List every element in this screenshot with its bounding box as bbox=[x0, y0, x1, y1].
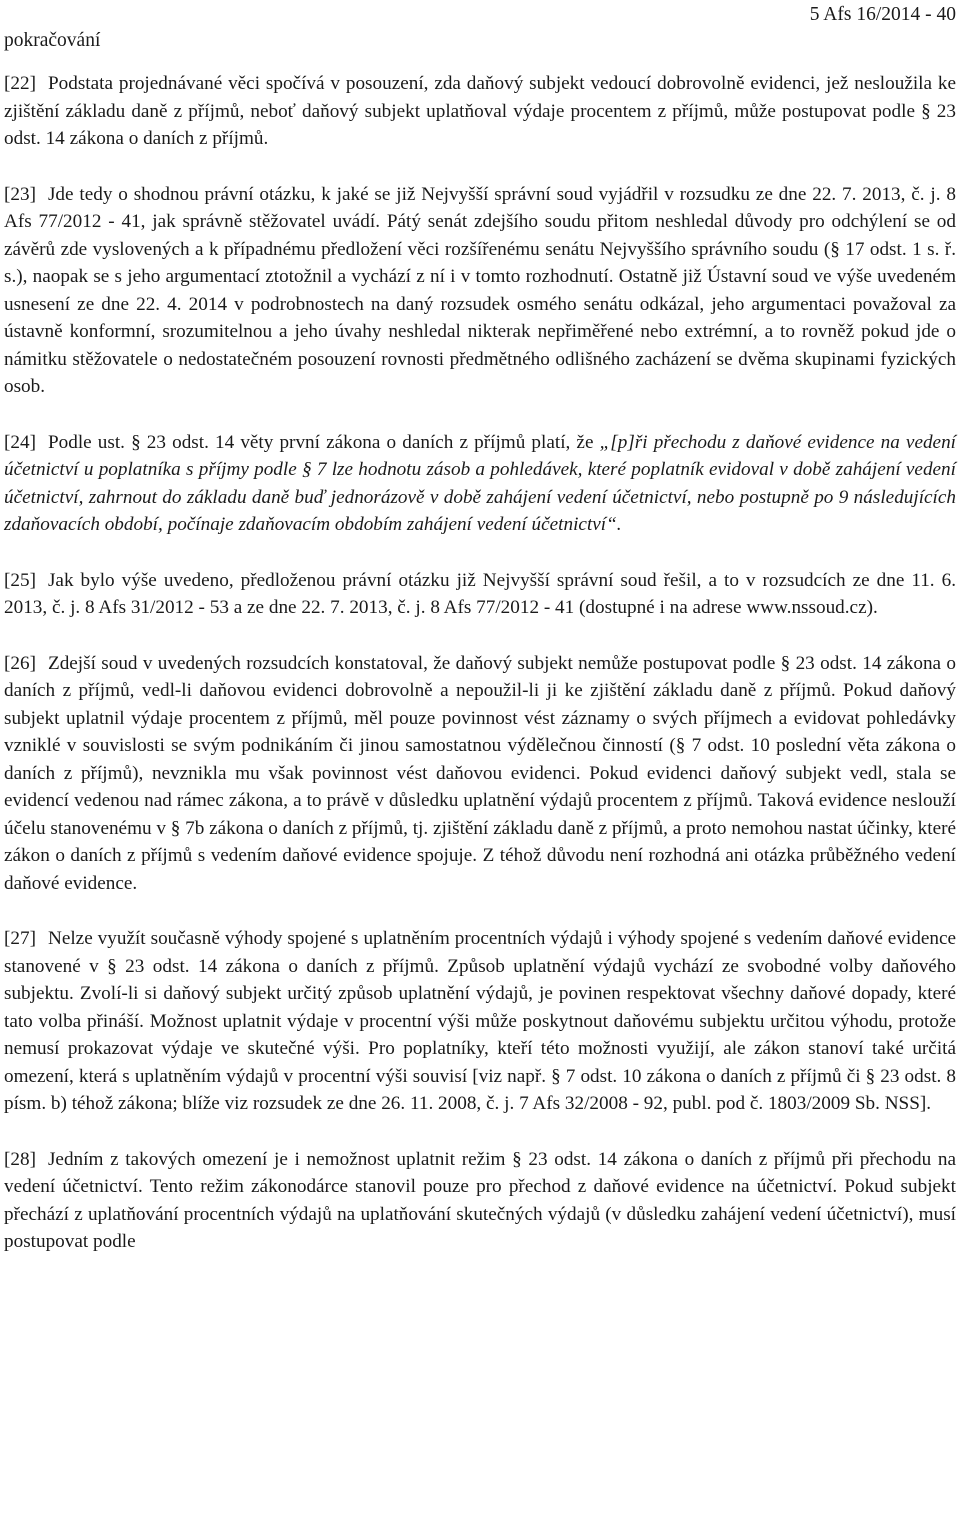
case-number: 5 Afs 16/2014 - 40 bbox=[809, 4, 956, 25]
page-header bbox=[0, 0, 960, 60]
paragraph-number: [23] bbox=[4, 183, 36, 205]
paragraph-number: [28] bbox=[4, 1148, 36, 1170]
paragraph-text: Zdejší soud v uvedených rozsudcích konstatoval, že daňový subjekt nemůže postupovat podle § 23 odst. 14 zákona o daních z příjmů, vedl-li daňovou evidenci dobrovolně a nepoužil-li ji ke zjištění základu daně z příjmů. Pokud daňový subjekt uplatnil výdaje procentem z příjmů, měl pouze povinnost vést záznamy o svých příjmech a evidovat pohledávky vzniklé v souvislosti se svým podnikáním či jinou samostatnou výdělečnou činností (§ 7 odst. 10 poslední věta zákona o daních z příjmů), nevznikla mu však povinnost vést daňovou evidenci. Pokud evidenci daňový subjekt vedl, stala se evidencí vedenou nad rámec zákona, a to právě v důsledku uplatnění výdajů procentem z příjmů. Taková evidence neslouží účelu stanovenému v § 7b zákona o daních z příjmů, tj. zjištění základu daně z příjmů, a proto nemohou nastat účinky, které zákon o daních z příjmů s vedením daňové evidence spojuje. Z téhož důvodu není rozhodná ani otázka průběžného vedení daňové evidence. bbox=[4, 652, 956, 894]
paragraph-number: [27] bbox=[4, 928, 36, 949]
paragraph-text: Nelze využít současně výhody spojené s uplatněním procentních výdajů i výhody spojené s vedením daňové evidence stanovené v § 23 odst. 14 zákona o daních z příjmů. Způsob uplatnění výdajů vychází ze svobodné volby daňového subjektu. Zvolí-li si daňový subjekt určitý způsob uplatnění výdajů, je povinen respektovat všechny daňové dopady, které tato volba přináší. Možnost uplatnit výdaje v procentní výši může poskytnout daňovému subjektu určitou výhodu, protože nemusí prokazovat výdaje ve skutečné výši. Pro poplatníky, kteří této možnosti využijí, ale zákon stanoví také určitá omezení, která s uplatněním výdajů v procentní výši souvisí [viz např. § 7 odst. 10 zákona o daních z příjmů či § 23 odst. 8 písm. b) téhož zákona; blíže viz rozsudek ze dne 26. 11. 2008, č. j. 7 Afs 32/2008 - 92, publ. pod č. 1803/2009 Sb. NSS]. bbox=[4, 928, 956, 1114]
paragraph-23 bbox=[4, 181, 956, 401]
paragraph-text: Podle ust. § 23 odst. 14 věty první zákona o daních z příjmů platí, že bbox=[47, 431, 594, 453]
paragraph-text: Jde tedy o shodnou právní otázku, k jaké se již Nejvyšší správní soud vyjádřil v rozsudku ze dne 22. 7. 2013, č. j. 8 Afs 77/2012 - 41, jak správně stěžovatel uvádí. Pátý senát zdejšího soudu přitom neshledal důvody pro odchýlení se od závěrů zde vyslovených a k případnému předložení věci rozšířenému senátu Nejvyššího správního soudu (§ 17 odst. 1 s. ř. s.), naopak se s jeho argumentací ztotožnil a vychází z ní i v tomto rozhodnutí. Ostatně již Ústavní soud ve výše uvedeném usnesení ze dne 22. 4. 2014 v podrobnostech na daný rozsudek osmého senátu odkázal, jeho argumentaci považoval za ústavně konformní, srozumitelnou a jeho úvahy neshledal nikterak nepřiměřené nebo extrémní, a to rovněž pokud jde o námitku stěžovatele o nedostatečném posouzení rovnosti předmětného odlišného zacházení se dvěma skupinami fyzických osob. bbox=[4, 183, 956, 397]
continuation-label: pokračování bbox=[4, 30, 101, 51]
paragraph-24 bbox=[4, 429, 956, 539]
paragraph-25 bbox=[4, 567, 956, 622]
body-text bbox=[4, 70, 956, 1256]
paragraph-22 bbox=[4, 70, 956, 153]
paragraph-number: [25] bbox=[4, 569, 36, 591]
paragraph-number: [22] bbox=[4, 73, 36, 94]
quoted-law-text: „[p]ři přechodu z daňové evidence na vedení účetnictví u poplatníka s příjmy podle § 7 lze hodnotu zásob a pohledávek, které poplatník evidoval v době zahájení vedení účetnictví, zahrnout do základu daně buď jednorázově v době zahájení vedení účetnictví, nebo postupně po 9 následujících zdaňovacích období, počínaje zdaňovacím obdobím zahájení vedení účetnictví“. bbox=[4, 431, 956, 535]
paragraph-text: Jedním z takových omezení je i nemožnost uplatnit režim § 23 odst. 14 zákona o daních z příjmů při přechodu na vedení účetnictví. Tento režim zákonodárce stanovil pouze pro přechod z daňové evidence na účetnictví. Pokud subjekt přechází z uplatňování procentních výdajů na uplatňování skutečných výdajů (v důsledku zahájení vedení účetnictví), musí postupovat podle bbox=[4, 1148, 956, 1252]
paragraph-number: [26] bbox=[4, 652, 36, 674]
paragraph-26 bbox=[4, 650, 956, 898]
paragraph-text: Podstata projednávané věci spočívá v posouzení, zda daňový subjekt vedoucí dobrovolně evidenci, jež nesloužila ke zjištění základu daně z příjmů, neboť daňový subjekt uplatňoval výdaje procentem z příjmů, může postupovat podle § 23 odst. 14 zákona o daních z příjmů. bbox=[4, 73, 956, 149]
paragraph-text: Jak bylo výše uvedeno, předloženou právní otázku již Nejvyšší správní soud řešil, a to v rozsudcích ze dne 11. 6. 2013, č. j. 8 Afs 31/2012 - 53 a ze dne 22. 7. 2013, č. j. 8 Afs 77/2012 - 41 (dostupné i na adrese www.nssoud.cz). bbox=[4, 569, 956, 618]
paragraph-number: [24] bbox=[4, 431, 36, 453]
paragraph-28 bbox=[4, 1146, 956, 1256]
paragraph-27 bbox=[4, 925, 956, 1118]
